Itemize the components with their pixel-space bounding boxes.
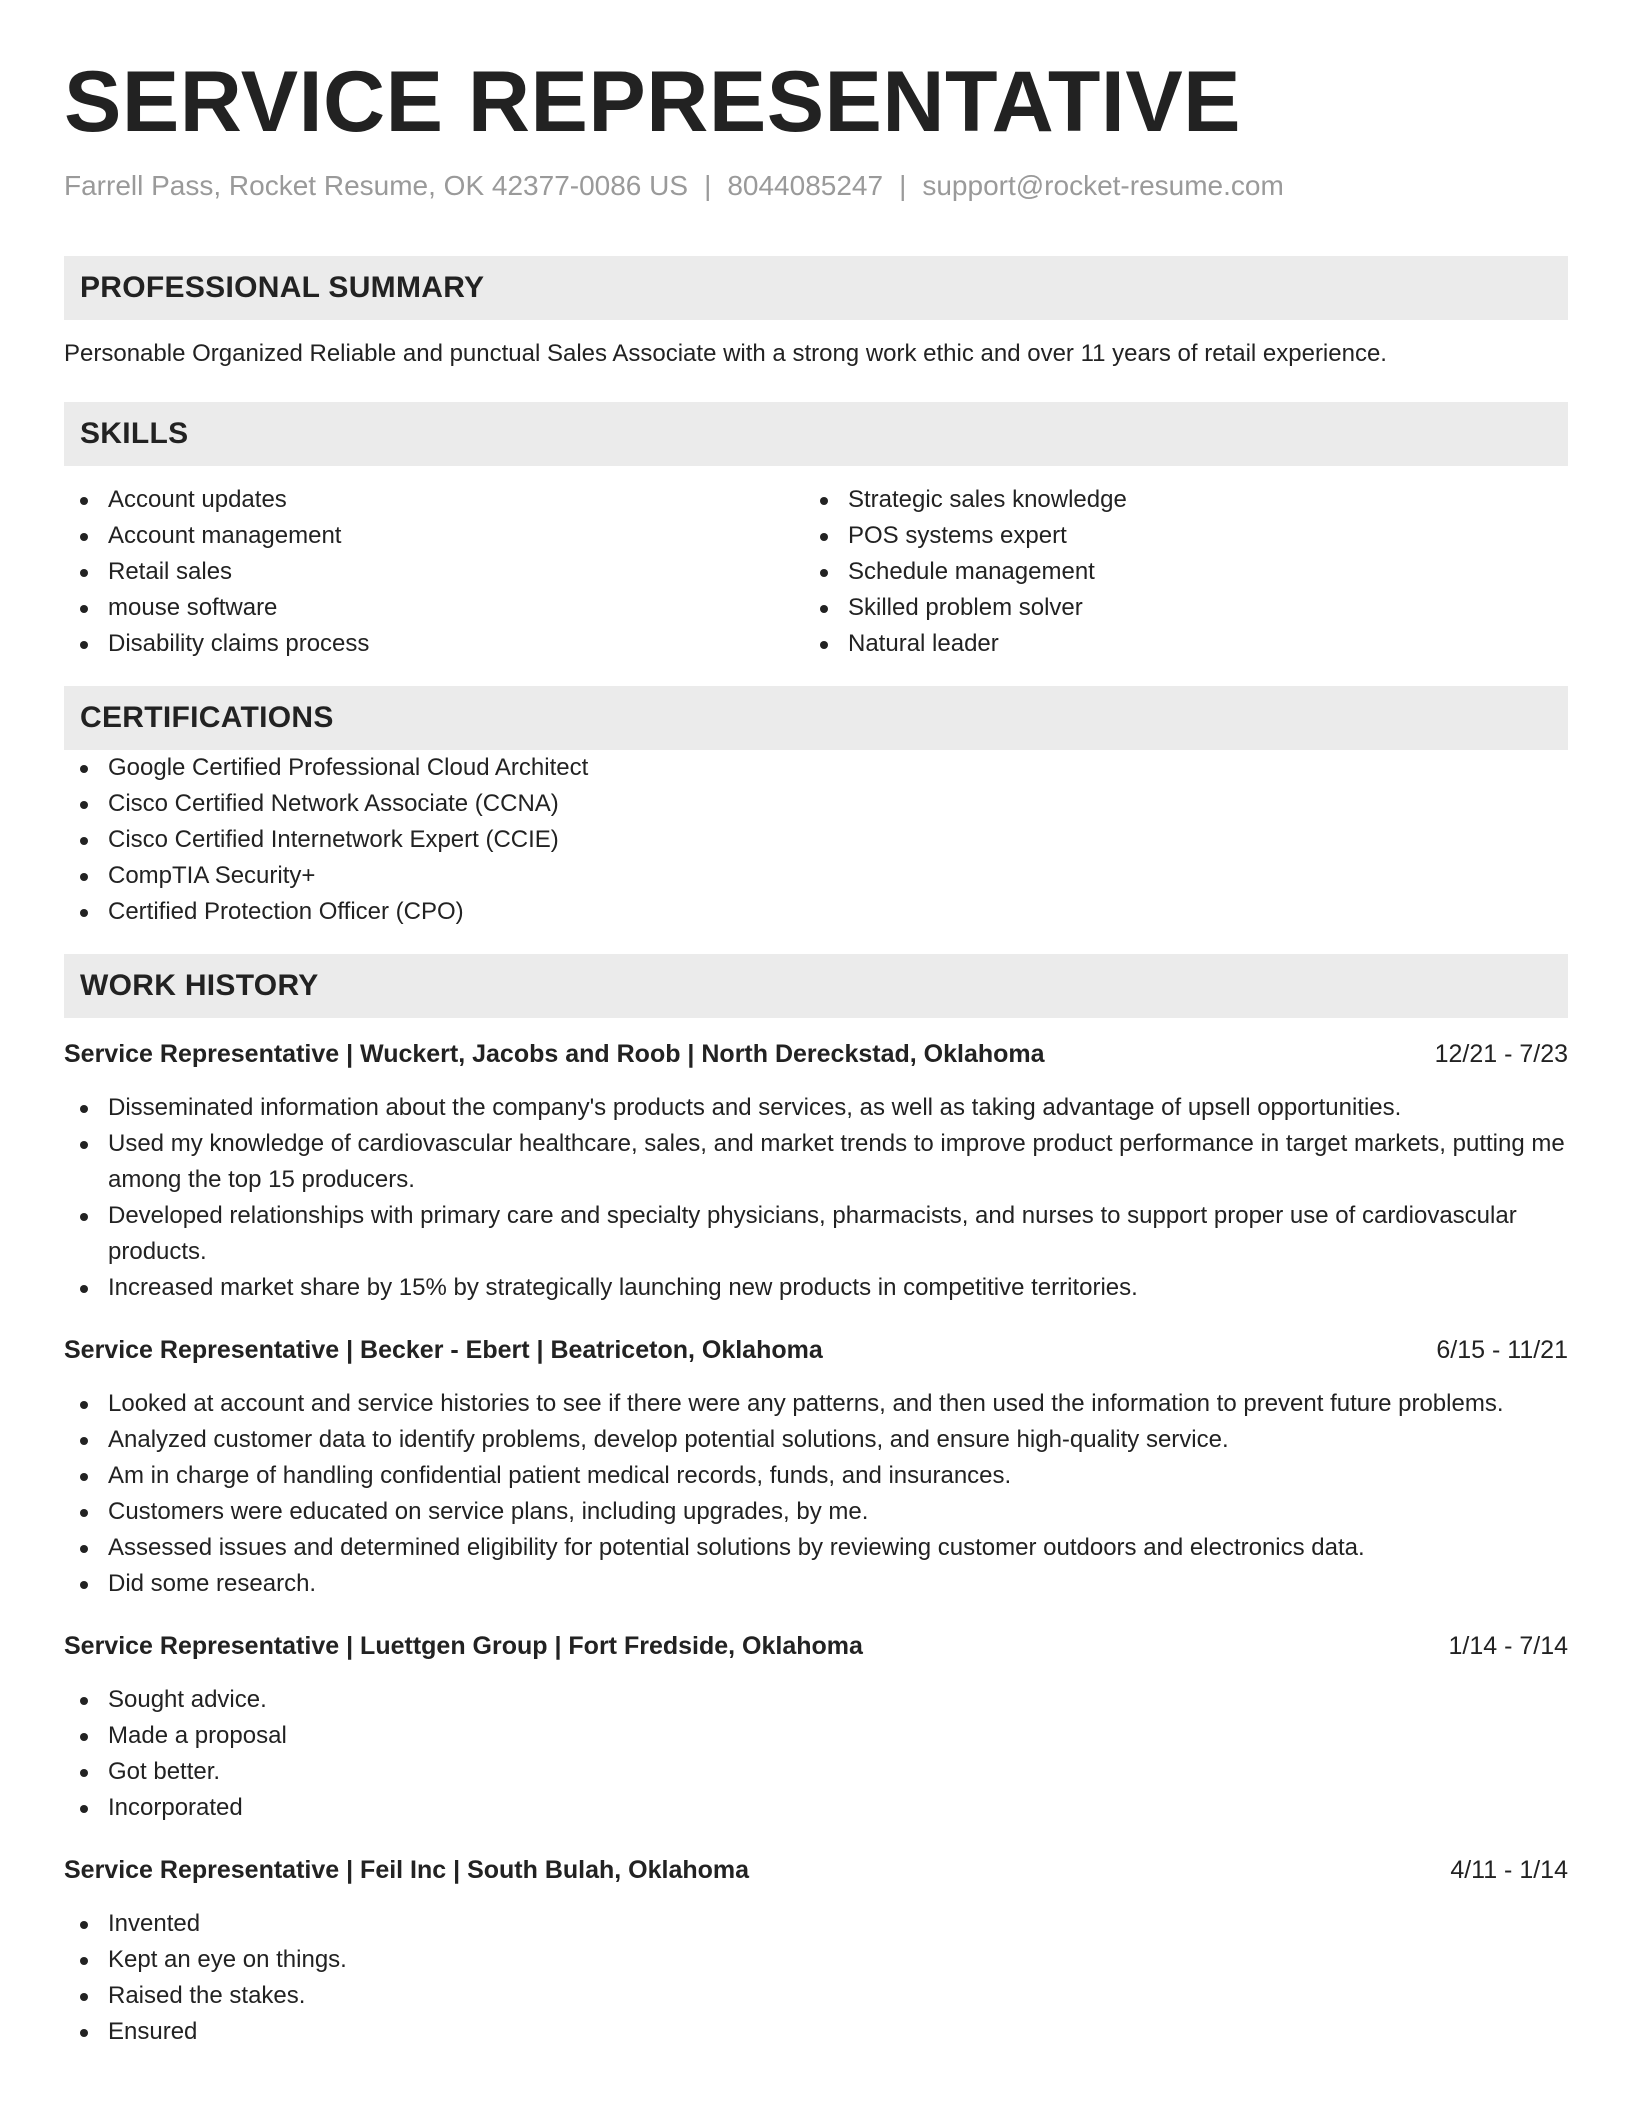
certification-item: Certified Protection Officer (CPO) (64, 894, 1568, 930)
resume-title: SERVICE REPRESENTATIVE (64, 54, 1242, 150)
job-title: Service Representative | Becker - Ebert | Beatriceton, Oklahoma (64, 1336, 823, 1364)
certifications-section (64, 686, 1568, 930)
job-bullet: Used my knowledge of cardiovascular healthcare, sales, and market trends to improve product performance in target markets, putting me among the top 15 producers. (64, 1126, 1568, 1198)
job-entry (64, 1852, 1568, 2050)
skill-item: Disability claims process (64, 626, 804, 662)
skills-column-right (804, 482, 1544, 662)
summary-text: Personable Organized Reliable and punctual Sales Associate with a strong work ethic and over 11 years of retail experience. (64, 340, 1387, 367)
job-title: Service Representative | Wuckert, Jacobs and Roob | North Dereckstad, Oklahoma (64, 1040, 1045, 1068)
job-bullet: Kept an eye on things. (64, 1942, 1568, 1978)
contact-separator: | (899, 170, 907, 201)
job-title: Service Representative | Feil Inc | South Bulah, Oklahoma (64, 1856, 750, 1884)
job-entry (64, 1628, 1568, 1826)
skill-item: Natural leader (804, 626, 1544, 662)
job-bullets (64, 1090, 1568, 1306)
job-dates: 12/21 - 7/23 (1434, 1040, 1568, 1068)
skill-item: POS systems expert (804, 518, 1544, 554)
job-bullet: Developed relationships with primary care and specialty physicians, pharmacists, and nurses to support proper use of cardiovascular products. (64, 1198, 1568, 1270)
job-dates: 6/15 - 11/21 (1436, 1336, 1568, 1364)
section-heading-skills: SKILLS (64, 402, 1568, 466)
job-title: Service Representative | Luettgen Group | Fort Fredside, Oklahoma (64, 1632, 863, 1660)
section-heading-certifications: CERTIFICATIONS (64, 686, 1568, 750)
skills-column-left (64, 482, 804, 662)
job-entry (64, 1036, 1568, 1306)
job-bullet: Disseminated information about the company's products and services, as well as taking advantage of upsell opportunities. (64, 1090, 1568, 1126)
job-header (64, 1036, 1568, 1072)
skill-item: Schedule management (804, 554, 1544, 590)
job-header (64, 1628, 1568, 1664)
job-bullet: Looked at account and service histories to see if there were any patterns, and then used the information to prevent future problems. (64, 1386, 1568, 1422)
skill-item: Retail sales (64, 554, 804, 590)
job-header (64, 1852, 1568, 1888)
job-bullets (64, 1906, 1568, 2050)
contact-address: Farrell Pass, Rocket Resume, OK 42377-0086 US (64, 170, 689, 201)
job-bullet: Sought advice. (64, 1682, 1568, 1718)
professional-summary-section (64, 256, 1568, 372)
job-dates: 4/11 - 1/14 (1450, 1856, 1568, 1884)
certification-item: CompTIA Security+ (64, 858, 1568, 894)
job-header (64, 1332, 1568, 1368)
job-bullet: Raised the stakes. (64, 1978, 1568, 2014)
job-bullet: Invented (64, 1906, 1568, 1942)
skill-item: Account management (64, 518, 804, 554)
contact-email: support@rocket-resume.com (922, 170, 1284, 201)
skills-grid (64, 482, 1568, 662)
job-dates: 1/14 - 7/14 (1448, 1632, 1568, 1660)
job-bullet: Customers were educated on service plans, including upgrades, by me. (64, 1494, 1568, 1530)
job-bullet: Made a proposal (64, 1718, 1568, 1754)
job-bullet: Got better. (64, 1754, 1568, 1790)
skill-item: mouse software (64, 590, 804, 626)
section-heading-summary: PROFESSIONAL SUMMARY (64, 256, 1568, 320)
section-heading-work-history: WORK HISTORY (64, 954, 1568, 1018)
skill-item: Skilled problem solver (804, 590, 1544, 626)
job-bullets (64, 1682, 1568, 1826)
certification-item: Cisco Certified Network Associate (CCNA) (64, 786, 1568, 822)
skill-item: Account updates (64, 482, 804, 518)
job-bullet: Assessed issues and determined eligibility for potential solutions by reviewing customer outdoors and electronics data. (64, 1530, 1568, 1566)
job-bullet: Increased market share by 15% by strategically launching new products in competitive territories. (64, 1270, 1568, 1306)
job-bullets (64, 1386, 1568, 1602)
work-history-section (64, 954, 1568, 2050)
skills-section (64, 402, 1568, 662)
job-bullet: Incorporated (64, 1790, 1568, 1826)
job-bullet: Ensured (64, 2014, 1568, 2050)
contact-line (64, 166, 1568, 206)
job-bullet: Am in charge of handling confidential patient medical records, funds, and insurances. (64, 1458, 1568, 1494)
contact-separator: | (704, 170, 712, 201)
certification-item: Google Certified Professional Cloud Architect (64, 750, 1568, 786)
certification-item: Cisco Certified Internetwork Expert (CCIE) (64, 822, 1568, 858)
job-entry (64, 1332, 1568, 1602)
contact-phone: 8044085247 (727, 170, 884, 201)
certifications-list (64, 750, 1568, 930)
job-bullet: Analyzed customer data to identify problems, develop potential solutions, and ensure high-quality service. (64, 1422, 1568, 1458)
job-bullet: Did some research. (64, 1566, 1568, 1602)
skill-item: Strategic sales knowledge (804, 482, 1544, 518)
